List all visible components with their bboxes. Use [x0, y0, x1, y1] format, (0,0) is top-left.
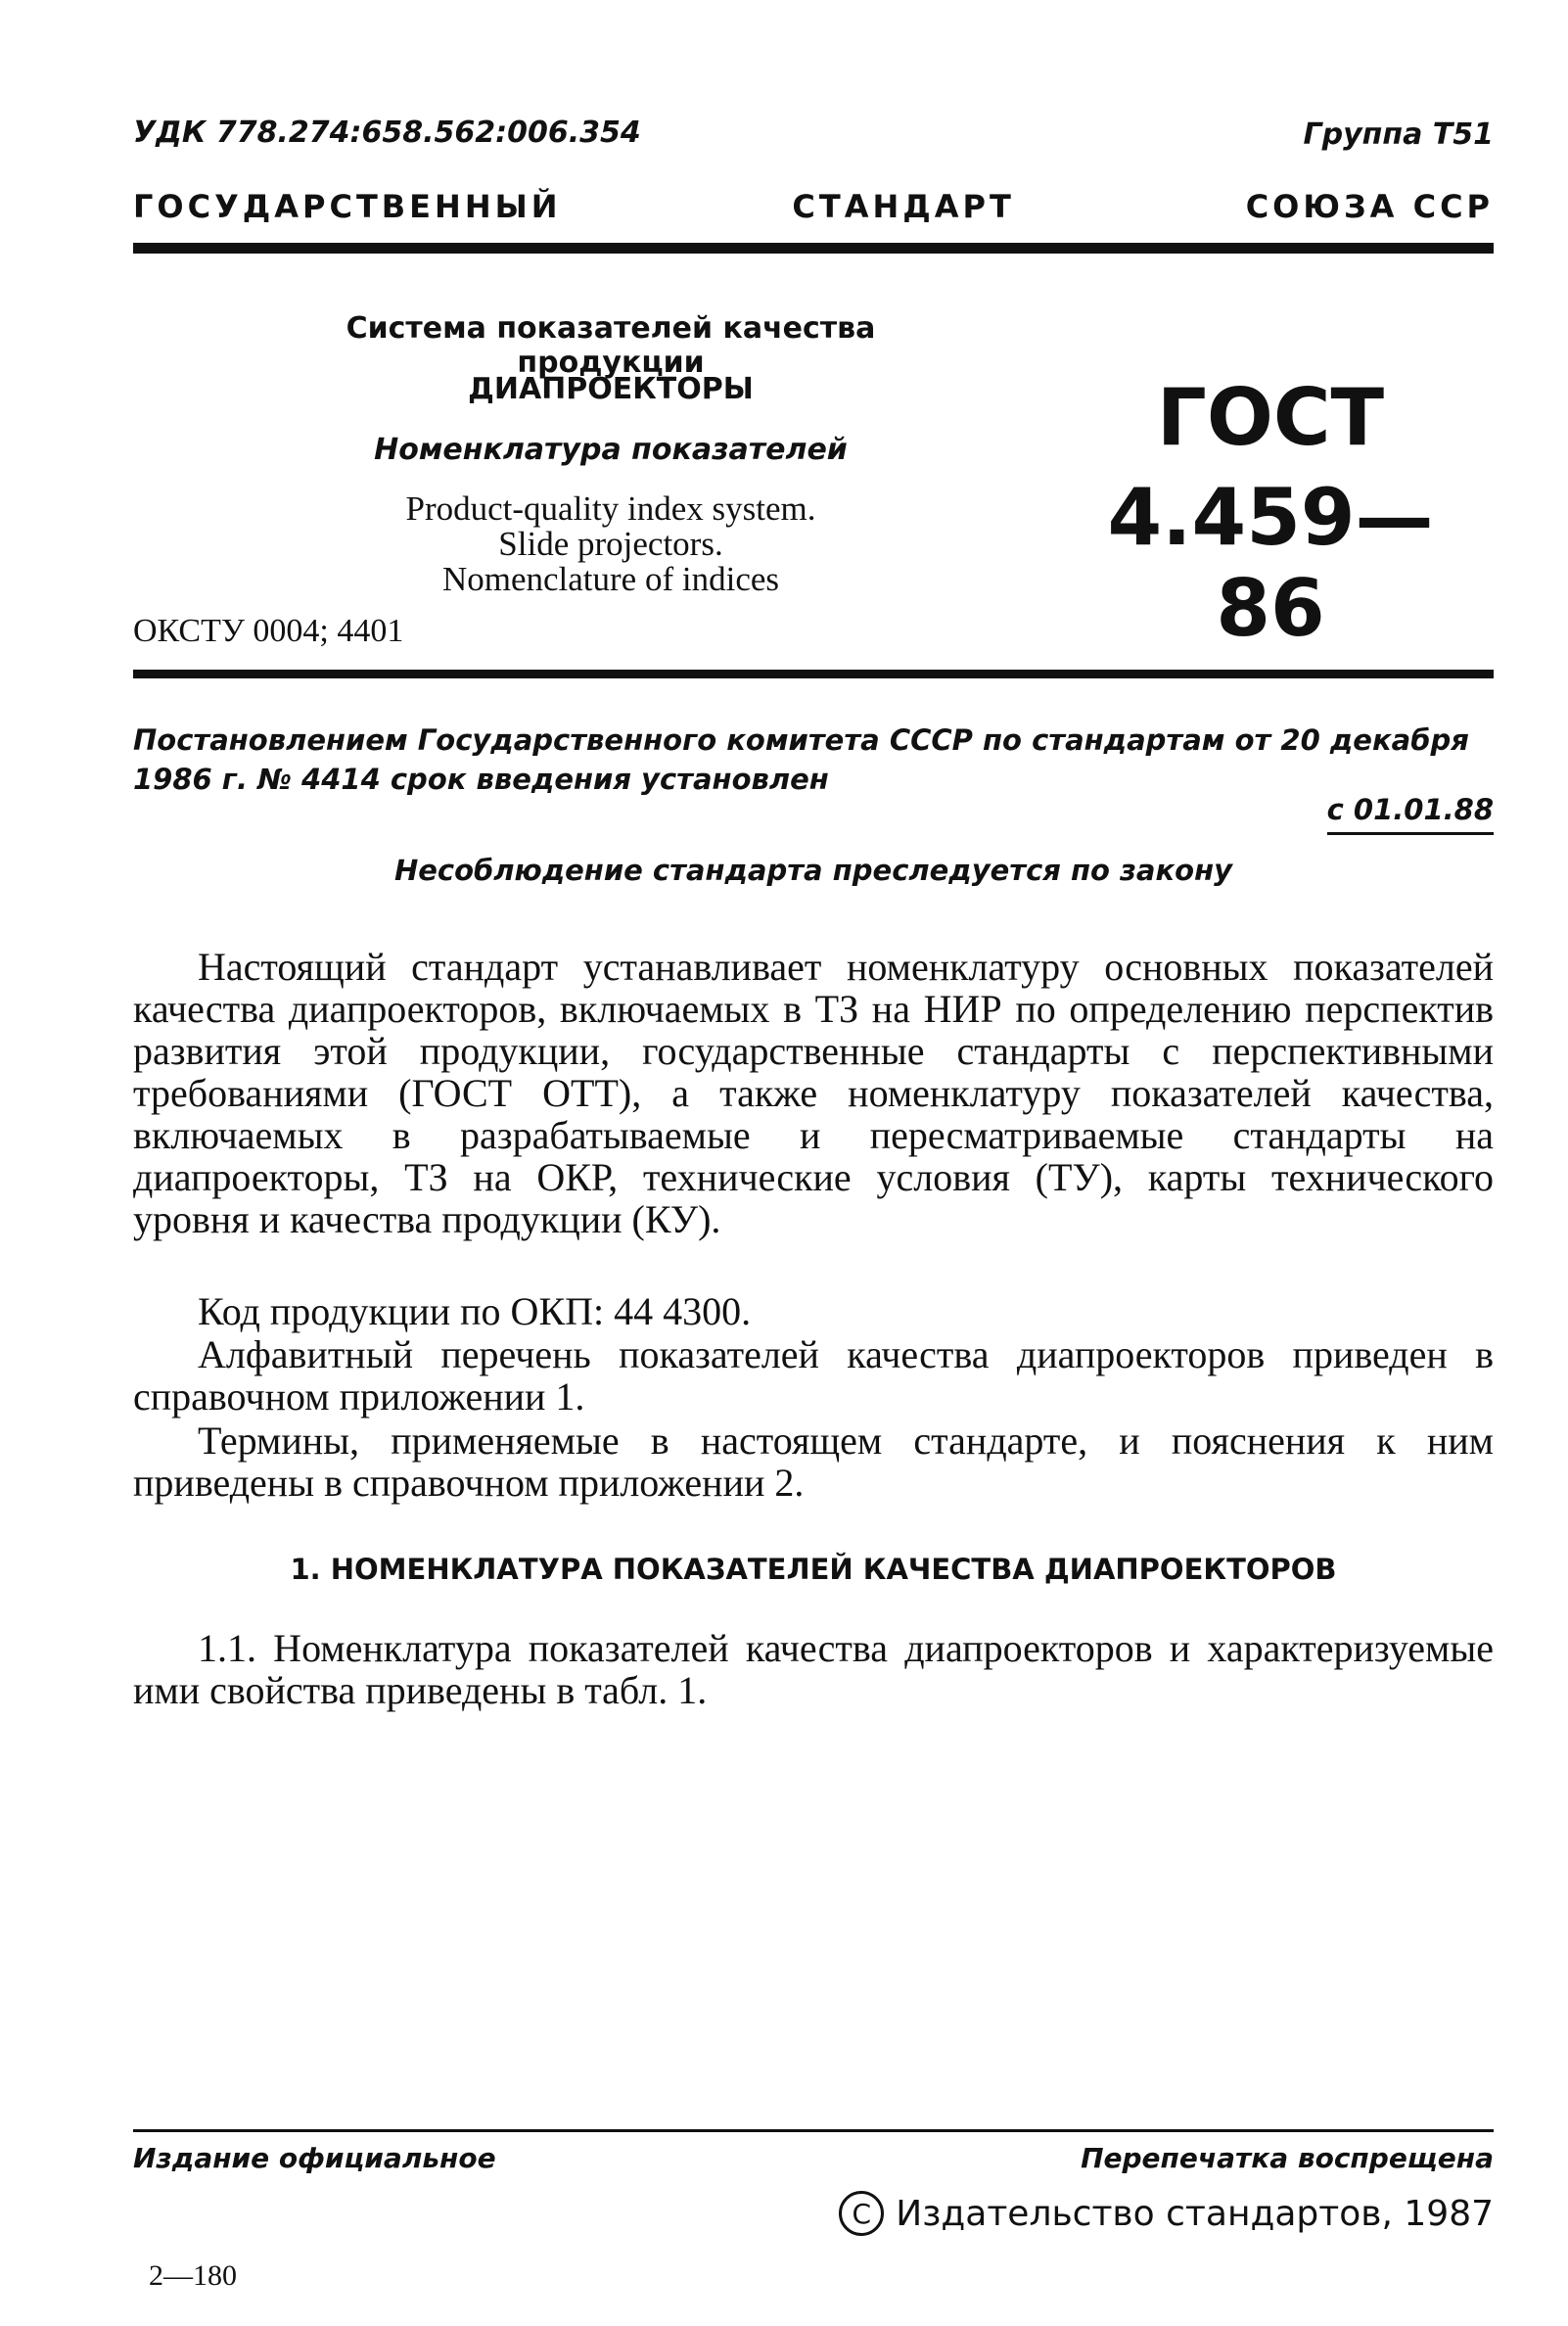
english-title-line-3: Nomenclature of indices: [441, 560, 780, 598]
state-standard-heading: [133, 188, 1494, 225]
body-paragraph-3: Алфавитный перечень показателей качества диапроекторов приведен в справочном приложении 1.: [133, 1332, 1494, 1419]
english-title: [258, 491, 963, 597]
system-title: Система показателей качества продукции: [346, 311, 876, 380]
group-code: Группа Т51: [1303, 117, 1494, 152]
state-standard-word-2: СТАНДАРТ: [792, 188, 1015, 225]
gost-label: ГОСТ: [1156, 372, 1385, 463]
section-title: 1. НОМЕНКЛАТУРА ПОКАЗАТЕЛЕЙ КАЧЕСТВА ДИАПРОЕКТОРОВ: [290, 1553, 1337, 1586]
copyright-icon: С: [839, 2191, 884, 2236]
body-paragraph-4: Термины, применяемые в настоящем стандарте, и пояснения к ним приведены в справочном приложении 2.: [133, 1419, 1494, 1505]
body-paragraph-1: Настоящий стандарт устанавливает номенклатуру основных показателей качества диапроекторов, включаемых в ТЗ на НИР по определению перспектив развития этой продукции, государственные стандарты с перспективными требованиями (ГОСТ ОТТ), а также номенклатуру показателей качества, включаемых в разрабатываемые и пересматриваемые стандарты на диапроекторы, ТЗ на ОКР, технические условия (ТУ), карты технического уровня и качества продукции (КУ).: [133, 945, 1494, 1241]
title-block-rule: [133, 670, 1494, 678]
body-paragraph-5: 1.1. Номенклатура показателей качества диапроекторов и характеризуемые ими свойства приведены в табл. 1.: [133, 1626, 1494, 1712]
edition-note: Издание официальное: [133, 2142, 496, 2174]
gost-number: 4.459—86: [1107, 472, 1434, 654]
udk-code: УДК 778.274:658.562:006.354: [133, 116, 641, 150]
footer-rule: [133, 2129, 1494, 2132]
english-title-line-2: Slide projectors.: [498, 525, 723, 563]
law-note: Несоблюдение стандарта преследуется по закону: [393, 854, 1233, 887]
english-title-line-1: Product-quality index system.: [405, 489, 816, 528]
page-code: 2—180: [149, 2259, 237, 2292]
nomenclature-subtitle: Номенклатура показателей: [374, 433, 848, 467]
reprint-note: Перепечатка воспрещена: [1081, 2142, 1494, 2174]
product-title: ДИАПРОЕКТОРЫ: [468, 372, 754, 406]
header-rule: [133, 243, 1494, 254]
publisher-name: Издательство стандартов, 1987: [896, 2193, 1494, 2234]
effective-date: с 01.01.88: [1327, 793, 1494, 835]
okstu-code: ОКСТУ 0004; 4401: [133, 613, 404, 649]
decree-text: Постановлением Государственного комитета СССР по стандартам от 20 декабря 1986 г. № 4414 срок введения установлен: [133, 723, 1469, 796]
state-standard-word-1: ГОСУДАРСТВЕННЫЙ: [133, 188, 562, 225]
body-paragraph-2: Код продукции по ОКП: 44 4300.: [198, 1289, 752, 1333]
state-standard-word-3: СОЮЗА ССР: [1245, 188, 1494, 225]
publisher-line: [839, 2191, 1494, 2236]
